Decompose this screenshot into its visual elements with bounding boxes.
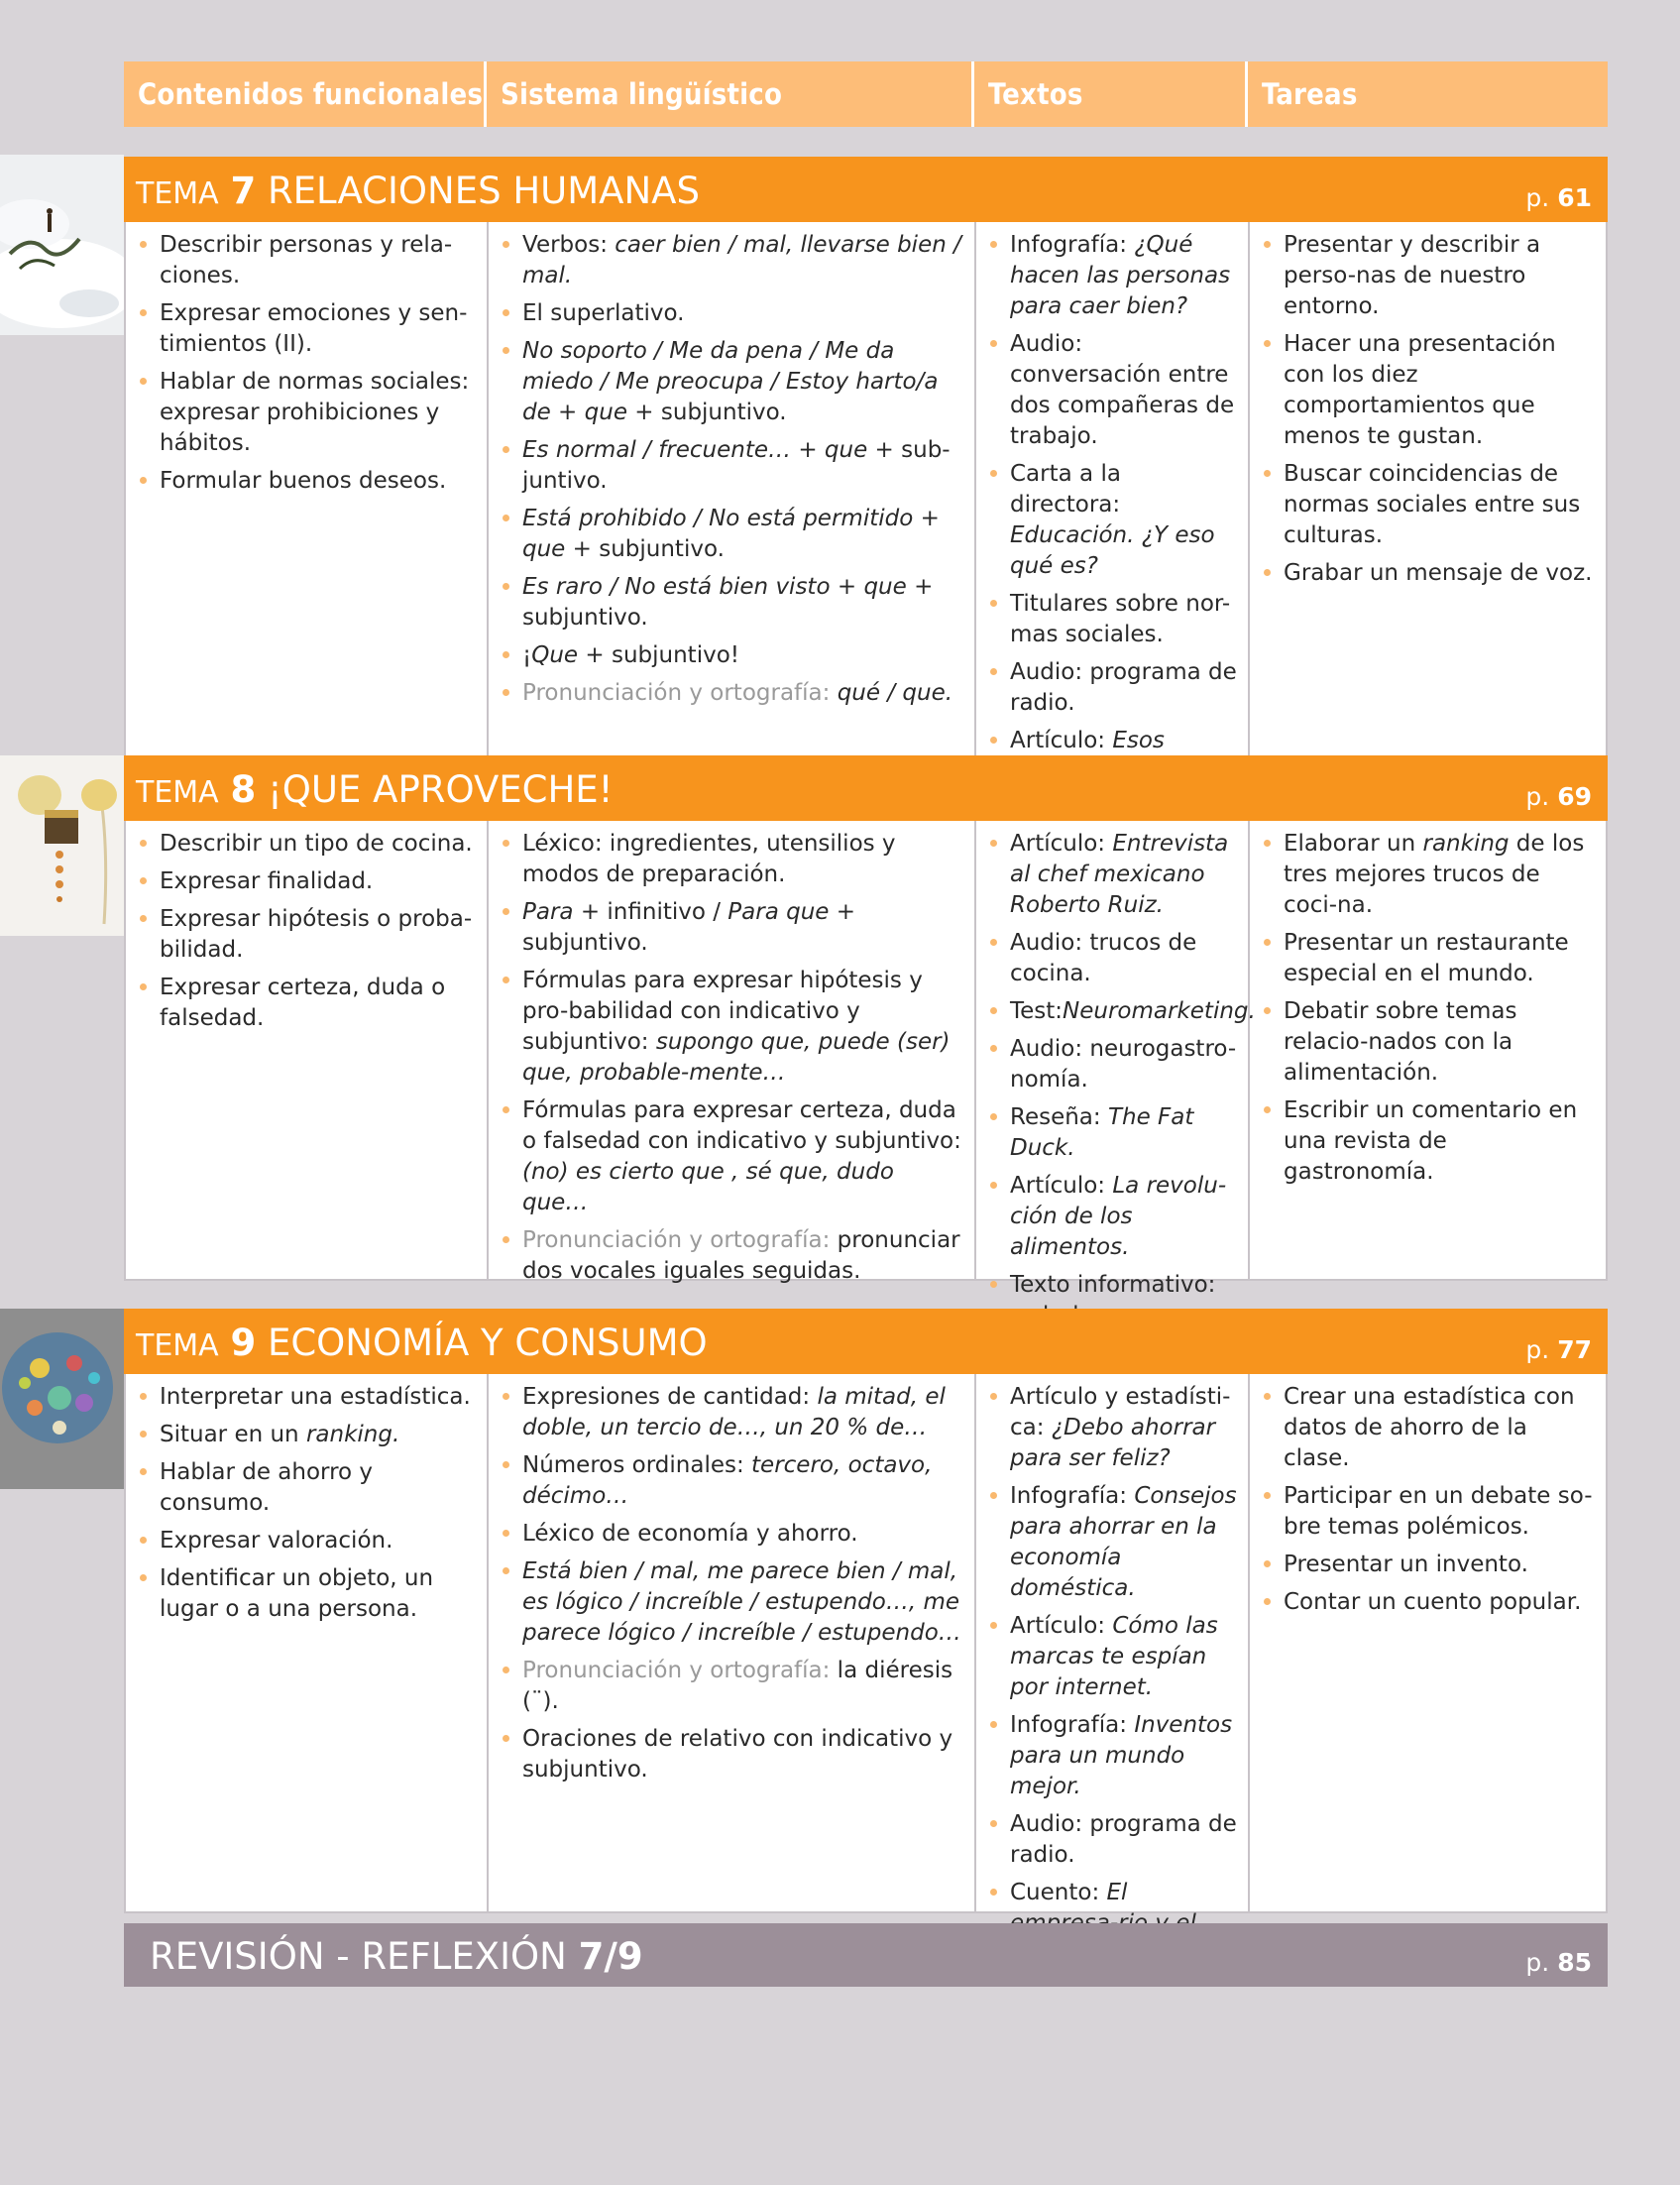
tema-label: TEMA: [136, 775, 219, 810]
list-item: Expresar certeza, duda o falsedad.: [138, 973, 477, 1034]
list-item: Pronunciación y ortografía: pronunciar dos vocales iguales seguidas.: [501, 1225, 964, 1287]
tema-7-snow-image: [0, 155, 124, 335]
list-item: Debatir sobre temas relacio-nados con la alimentación.: [1262, 996, 1596, 1089]
tema-number: 7: [230, 170, 257, 212]
list-item: Fórmulas para expresar certeza, duda o falsedad con indicativo y subjuntivo: (no) es cierto que , sé que, dudo que…: [501, 1095, 964, 1218]
list-item: Artículo: Cómo las marcas te espían por internet.: [988, 1611, 1238, 1703]
tema-7-tareas: [1250, 222, 1606, 795]
header-linguistico: Sistema lingüístico: [487, 61, 974, 127]
list-item: Audio: neurogastro-nomía.: [988, 1034, 1238, 1095]
list-item: Expresar valoración.: [138, 1526, 477, 1556]
tema-7-title: [136, 170, 700, 212]
tema-8-section: [124, 755, 1608, 1298]
list-item: Audio: trucos de cocina.: [988, 928, 1238, 989]
tema-8-page-ref[interactable]: [1525, 782, 1592, 811]
tema-9-tareas: [1250, 1374, 1606, 1911]
list-item: Infografía: Consejos para ahorrar en la economía doméstica.: [988, 1481, 1238, 1604]
tema-name: ECONOMÍA Y CONSUMO: [267, 1322, 708, 1364]
page-prefix: p.: [1525, 1948, 1550, 1977]
tema-9-bar: [124, 1309, 1608, 1374]
list-item: Presentar y describir a perso-nas de nuestro entorno.: [1262, 230, 1596, 322]
list-item: Está bien / mal, me parece bien / mal, es lógico / increíble / estupendo…, me parece lógico / increíble / estupendo…: [501, 1556, 964, 1649]
list-item: Buscar coincidencias de normas sociales entre sus culturas.: [1262, 459, 1596, 551]
tema-number: 9: [230, 1322, 257, 1364]
column-headers: [124, 61, 1608, 127]
list-item: Formular buenos deseos.: [138, 466, 477, 497]
tema-8-food-image: [0, 755, 124, 936]
tema-7-page-ref[interactable]: [1525, 183, 1592, 212]
list-item: Grabar un mensaje de voz.: [1262, 558, 1596, 589]
page-prefix: p.: [1525, 183, 1550, 212]
list-item: Hacer una presentación con los diez comportamientos que menos te gustan.: [1262, 329, 1596, 452]
list-item: Léxico de economía y ahorro.: [501, 1519, 964, 1550]
list-item: Identificar un objeto, un lugar o a una persona.: [138, 1563, 477, 1625]
list-item: Elaborar un ranking de los tres mejores trucos de coci-na.: [1262, 829, 1596, 921]
list-item: No soporto / Me da pena / Me da miedo / Me preocupa / Estoy harto/a de + que + subjuntivo.: [501, 336, 964, 428]
revision-page-ref[interactable]: [1525, 1948, 1592, 1977]
header-funcionales: Contenidos funcionales: [124, 61, 487, 127]
list-item: Describir un tipo de cocina.: [138, 829, 477, 860]
revision-number: 7/9: [578, 1935, 643, 1978]
page-number: 69: [1557, 782, 1592, 811]
page-number: 77: [1557, 1335, 1592, 1364]
tema-8-textos: [976, 821, 1256, 1298]
tema-8-tareas: [1250, 821, 1606, 1279]
page-prefix: p.: [1525, 782, 1550, 811]
list-item: Cuento: El: [988, 1878, 1238, 1970]
tema-label: TEMA: [136, 176, 219, 211]
page-number: 85: [1557, 1948, 1592, 1977]
list-item: Es normal / frecuente… + que + sub-juntivo.: [501, 435, 964, 497]
list-item: Presentar un invento.: [1262, 1550, 1596, 1580]
tema-9-page-ref[interactable]: [1525, 1335, 1592, 1364]
list-item: Infografía: ¿Qué hacen las personas para caer bien?: [988, 230, 1238, 322]
list-item: Describir personas y rela-ciones.: [138, 230, 477, 291]
list-item: Test:Neuromarketing.: [988, 996, 1238, 1027]
list-item: Participar en un debate so-bre temas polémicos.: [1262, 1481, 1596, 1543]
list-item: Audio: conversación entre dos compañeras de trabajo.: [988, 329, 1238, 452]
header-textos: Textos: [974, 61, 1248, 127]
tema-9-funcionales: [126, 1374, 489, 1911]
list-item: Artículo: Entrevista al chef mexicano Roberto Ruiz.: [988, 829, 1238, 921]
list-item: Hablar de ahorro y consumo.: [138, 1457, 477, 1519]
list-item: Para + infinitivo / Para que + subjuntivo.: [501, 897, 964, 959]
tema-7-funcionales: [126, 222, 489, 795]
tema-7-textos: [976, 222, 1250, 795]
list-item: El superlativo.: [501, 298, 964, 329]
list-item: Crear una estadística con datos de ahorro de la clase.: [1262, 1382, 1596, 1474]
list-item: Pronunciación y ortografía: qué / que.: [501, 678, 964, 709]
tema-9-section: [124, 1309, 1608, 1913]
list-item: Presentar un restaurante especial en el mundo.: [1262, 928, 1596, 989]
revision-bar: [124, 1923, 1608, 1987]
tema-9-title: [136, 1322, 708, 1364]
list-item: Verbos: caer bien / mal, llevarse bien / mal.: [501, 230, 964, 291]
list-item: Léxico: ingredientes, utensilios y modos de preparación.: [501, 829, 964, 890]
list-item: Es raro / No está bien visto + que + subjuntivo.: [501, 572, 964, 633]
list-item: Interpretar una estadística.: [138, 1382, 477, 1413]
list-item: Situar en un ranking.: [138, 1420, 477, 1450]
list-item: Expresiones de cantidad: la mitad, el doble, un tercio de…, un 20 % de…: [501, 1382, 964, 1443]
tema-8-body: [124, 821, 1608, 1298]
header-tareas: Tareas: [1262, 77, 1358, 111]
list-item: Expresar hipótesis o proba-bilidad.: [138, 904, 477, 966]
tema-name: ¡QUE APROVECHE!: [267, 768, 614, 811]
tema-9-sphere-image: [0, 1309, 124, 1489]
tema-7-body: [124, 222, 1608, 797]
list-item: Pronunciación y ortografía: la diéresis (¨).: [501, 1656, 964, 1717]
page-number: 61: [1557, 183, 1592, 212]
list-item: Hablar de normas sociales: expresar prohibiciones y hábitos.: [138, 367, 477, 459]
list-item: Escribir un comentario en una revista de gastronomía.: [1262, 1095, 1596, 1188]
tema-label: TEMA: [136, 1328, 219, 1363]
page-prefix: p.: [1525, 1335, 1550, 1364]
list-item: Fórmulas para expresar hipótesis y pro-babilidad con indicativo y subjuntivo: supongo que, puede (ser) que, probable-mente…: [501, 966, 964, 1089]
list-item: Expresar finalidad.: [138, 866, 477, 897]
list-item: Contar un cuento popular.: [1262, 1587, 1596, 1618]
list-item: Audio: programa de radio.: [988, 657, 1238, 719]
list-item: Artículo y estadísti-ca: ¿Debo ahorrar para ser feliz?: [988, 1382, 1238, 1474]
list-item: Números ordinales: tercero, octavo, décimo…: [501, 1450, 964, 1512]
list-item: Artículo: La revolu-ción de los alimentos.: [988, 1171, 1238, 1263]
revision-label: REVISIÓN - REFLEXIÓN: [150, 1935, 567, 1978]
revision-title: [150, 1923, 643, 1991]
tema-name: RELACIONES HUMANAS: [267, 170, 700, 212]
list-item: Expresar emociones y sen-timientos (II).: [138, 298, 477, 360]
list-item: Audio: programa de radio.: [988, 1809, 1238, 1871]
list-item: Titulares sobre nor-mas sociales.: [988, 589, 1238, 650]
list-item: Infografía: Inventos para un mundo mejor.: [988, 1710, 1238, 1802]
list-item: Carta a la directora: Educación. ¿Y eso qué es?: [988, 459, 1238, 582]
list-item: Artículo: Esos: [988, 726, 1238, 818]
tema-8-linguistico: [489, 821, 976, 1284]
list-item: Texto informativo:: [988, 1270, 1238, 1362]
tema-8-bar: [124, 755, 1608, 821]
tema-9-linguistico: [489, 1374, 976, 1911]
tema-number: 8: [230, 768, 257, 811]
tema-8-funcionales: [126, 821, 489, 1279]
list-item: ¡Que + subjuntivo!: [501, 640, 964, 671]
header-row: [124, 61, 1608, 127]
tema-7-bar: [124, 157, 1608, 222]
tema-8-title: [136, 768, 614, 811]
list-item: Reseña: The Fat Duck.: [988, 1102, 1238, 1164]
list-item: Está prohibido / No está permitido + que + subjuntivo.: [501, 504, 964, 565]
tema-7-section: [124, 157, 1608, 797]
tema-9-body: [124, 1374, 1608, 1913]
list-item: Oraciones de relativo con indicativo y subjuntivo.: [501, 1724, 964, 1785]
tema-7-linguistico: [489, 222, 976, 795]
tema-9-textos: [976, 1374, 1250, 1911]
